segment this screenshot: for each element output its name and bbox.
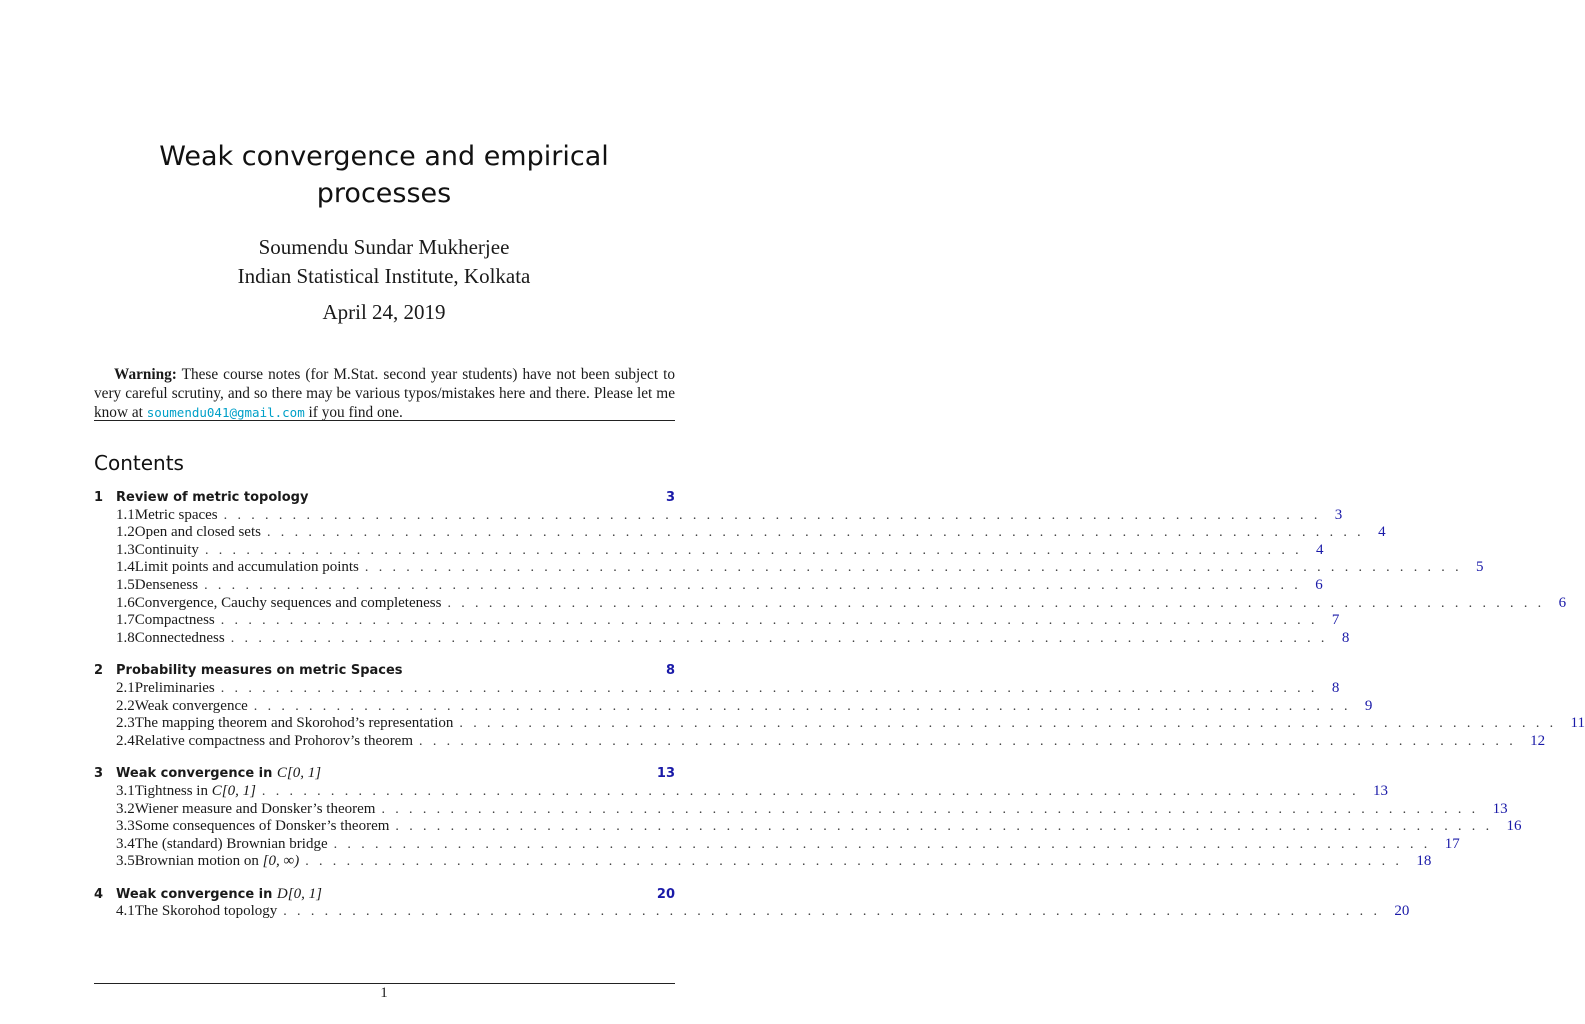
toc-section-title-text: Review of metric topology <box>116 490 309 505</box>
toc-dot-leader: . . . . . . . . . . . . . . . . . . . . . . . . . . . . . . . . . . . . . . . . . . . . . . . . . . . . . . . . . . . . . . . . . . . . . . . . . . . . . . . . <box>305 854 1403 870</box>
paper-title <box>0 138 768 212</box>
title-line-1: Weak convergence and empirical <box>159 141 609 172</box>
toc-subsection-title-text: Compactness <box>134 612 215 629</box>
toc-subsection-page[interactable]: 13 <box>1492 800 1508 817</box>
title-line-2: processes <box>316 178 452 209</box>
toc-subsection-title-text: Brownian motion on <box>134 853 263 870</box>
paper-date: April 24, 2019 <box>322 300 446 324</box>
toc-subsection-number: 3.2 <box>116 800 135 817</box>
toc-subsection-number: 2.1 <box>116 679 135 696</box>
toc-subsection-number: 2.3 <box>116 715 135 732</box>
toc-subsection-page[interactable]: 6 <box>1315 576 1323 593</box>
toc-section <box>94 765 1522 871</box>
toc-subsection-title-text: Wiener measure and Donsker’s theorem <box>134 800 376 817</box>
toc-subsection-title-text: Open and closed sets <box>134 524 261 541</box>
toc-subsection-number: 3.4 <box>116 835 135 852</box>
toc-entry-subsection[interactable] <box>94 818 1522 836</box>
toc-entry-subsection[interactable] <box>94 594 1567 613</box>
toc-section <box>94 885 1410 921</box>
toc-section-page[interactable]: 3 <box>665 490 675 505</box>
toc-dot-leader: . . . . . . . . . . . . . . . . . . . . . . . . . . . . . . . . . . . . . . . . . . . . . . . . . . . . . . . . . . . . . . . . . . . . . . . . . . . . . . . . <box>459 716 1557 732</box>
toc-subsection-page[interactable]: 4 <box>1316 541 1324 558</box>
toc-section-math: D[0, 1] <box>276 885 322 902</box>
toc-subsection-number: 1.7 <box>116 612 135 629</box>
toc-subsection-number: 1.6 <box>116 594 135 611</box>
toc-subsection-number: 4.1 <box>116 903 135 920</box>
toc-subsection-page[interactable]: 6 <box>1558 594 1567 611</box>
toc-entry-section[interactable] <box>94 765 675 783</box>
toc-subsection-number: 3.3 <box>116 818 135 835</box>
toc-subsection-title <box>135 630 225 648</box>
toc-subsection-number: 1.1 <box>116 506 135 523</box>
contents-heading: Contents <box>94 451 184 475</box>
toc-subsection-number: 1.5 <box>116 576 135 593</box>
warning-text: These course notes (for M.Stat. second year students) have not been subject to very careful scrutiny, and so there may be various typos/mistakes here and there. Please let me know at <box>94 366 675 421</box>
toc-entry-subsection[interactable] <box>94 732 1546 751</box>
toc-dot-leader: . . . . . . . . . . . . . . . . . . . . . . . . . . . . . . . . . . . . . . . . . . . . . . . . . . . . . . . . . . . . . . . . . . . . . . . . . . . . . . . . <box>223 507 1321 523</box>
toc-entry-subsection[interactable] <box>94 800 1508 819</box>
toc-subsection-page[interactable]: 12 <box>1530 732 1546 749</box>
toc-subsection-number: 1.4 <box>116 559 135 576</box>
toc-dot-leader: . . . . . . . . . . . . . . . . . . . . . . . . . . . . . . . . . . . . . . . . . . . . . . . . . . . . . . . . . . . . . . . . . . . . . . . . . . . . . . . . <box>230 630 1328 646</box>
toc-subsection-page[interactable]: 8 <box>1331 679 1340 696</box>
toc-entry-subsection[interactable] <box>94 697 1373 716</box>
toc-dot-leader: . . . . . . . . . . . . . . . . . . . . . . . . . . . . . . . . . . . . . . . . . . . . . . . . . . . . . . . . . . . . . . . . . . . . . . . . . . . . . . . . <box>283 904 1381 920</box>
author-affiliation: Indian Statistical Institute, Kolkata <box>237 264 531 288</box>
toc-subsection-page[interactable]: 17 <box>1444 835 1460 852</box>
toc-subsection-title <box>135 559 359 577</box>
toc-subsection-page[interactable]: 13 <box>1373 782 1389 799</box>
toc-section-math: C[0, 1] <box>276 765 322 782</box>
toc-subsection-title-text: Connectedness <box>134 629 225 646</box>
toc-subsection-title-text: Convergence, Cauchy sequences and completeness <box>134 594 442 611</box>
toc-subsection-title <box>135 698 248 716</box>
toc-subsection-page[interactable]: 4 <box>1378 524 1386 541</box>
warning-text-end: if you find one. <box>304 404 403 421</box>
toc-subsection-title <box>135 836 328 854</box>
toc-subsection-title-text: Preliminaries <box>134 679 215 696</box>
toc-dot-leader: . . . . . . . . . . . . . . . . . . . . . . . . . . . . . . . . . . . . . . . . . . . . . . . . . . . . . . . . . . . . . . . . . . . . . . . . . . . . . . . . <box>220 680 1318 696</box>
toc-entry-subsection[interactable] <box>94 835 1460 854</box>
page-number: 1 <box>380 985 388 1001</box>
toc-section <box>94 489 1567 647</box>
toc-section-page[interactable]: 20 <box>656 886 675 902</box>
toc-dot-leader: . . . . . . . . . . . . . . . . . . . . . . . . . . . . . . . . . . . . . . . . . . . . . . . . . . . . . . . . . . . . . . . . . . . . . . . . . . . . . . . . <box>220 613 1318 629</box>
toc-subsection-title-text: Metric spaces <box>134 506 218 523</box>
toc-subsection-number: 1.3 <box>116 541 135 558</box>
toc-subsection-title <box>135 612 215 630</box>
toc-subsection-page[interactable]: 5 <box>1476 559 1484 576</box>
toc-section-number: 1 <box>94 490 104 505</box>
toc-dot-leader: . . . . . . . . . . . . . . . . . . . . . . . . . . . . . . . . . . . . . . . . . . . . . . . . . . . . . . . . . . . . . . . . . . . . . . . . . . . . . . . . <box>447 595 1545 611</box>
toc-subsection-title-text: Limit points and accumulation points <box>134 559 359 576</box>
toc-section-page[interactable]: 8 <box>665 663 675 679</box>
toc-subsection-title <box>135 903 278 921</box>
toc-subsection-page[interactable]: 11 <box>1570 715 1585 732</box>
toc-subsection-title <box>135 542 199 560</box>
toc-entry-subsection[interactable] <box>94 541 1324 560</box>
toc-subsection-page[interactable]: 3 <box>1334 506 1343 523</box>
toc-dot-leader: . . . . . . . . . . . . . . . . . . . . . . . . . . . . . . . . . . . . . . . . . . . . . . . . . . . . . . . . . . . . . . . . . . . . . . . . . . . . . . . . <box>381 801 1479 817</box>
toc-section-title <box>116 886 322 904</box>
toc-subsection-title-text: Weak convergence <box>134 697 248 714</box>
toc-subsection-title-text: The Skorohod topology <box>134 903 278 920</box>
toc-subsection-page[interactable]: 20 <box>1394 903 1410 920</box>
author-block <box>0 233 768 291</box>
toc-subsection-title-text: Continuity <box>134 541 199 558</box>
toc-subsection-title <box>135 507 218 525</box>
warning-divider <box>94 420 675 421</box>
table-of-contents <box>94 489 1585 936</box>
toc-subsection-title-text: Denseness <box>134 576 199 593</box>
toc-subsection-title <box>135 524 261 542</box>
toc-subsection-page[interactable]: 16 <box>1506 818 1522 835</box>
toc-section-title <box>116 765 321 783</box>
toc-subsection-page[interactable]: 8 <box>1341 629 1350 646</box>
toc-subsection-title-text: Some consequences of Donsker’s theorem <box>134 818 390 835</box>
author-name: Soumendu Sundar Mukherjee <box>258 235 510 259</box>
toc-entry-section[interactable] <box>94 489 675 507</box>
toc-subsection-title <box>135 733 413 751</box>
toc-entry-subsection[interactable] <box>94 715 1585 733</box>
toc-dot-leader: . . . . . . . . . . . . . . . . . . . . . . . . . . . . . . . . . . . . . . . . . . . . . . . . . . . . . . . . . . . . . . . . . . . . . . . . . . . . . . . . <box>266 525 1365 541</box>
toc-entry-subsection[interactable] <box>94 629 1350 648</box>
toc-section <box>94 662 1585 750</box>
warning-paragraph <box>94 365 675 422</box>
toc-dot-leader: . . . . . . . . . . . . . . . . . . . . . . . . . . . . . . . . . . . . . . . . . . . . . . . . . . . . . . . . . . . . . . . . . . . . . . . . . . . . . . . . <box>333 836 1431 852</box>
toc-entry-subsection[interactable] <box>94 576 1323 595</box>
toc-dot-leader: . . . . . . . . . . . . . . . . . . . . . . . . . . . . . . . . . . . . . . . . . . . . . . . . . . . . . . . . . . . . . . . . . . . . . . . . . . . . . . . . <box>204 577 1302 593</box>
toc-subsection-math: [0, ∞) <box>262 853 300 870</box>
toc-section-page[interactable]: 13 <box>656 766 675 782</box>
toc-section-title-text: Weak convergence in <box>116 886 277 902</box>
toc-dot-leader: . . . . . . . . . . . . . . . . . . . . . . . . . . . . . . . . . . . . . . . . . . . . . . . . . . . . . . . . . . . . . . . . . . . . . . . . . . . . . . . . <box>253 698 1351 714</box>
toc-subsection-page[interactable]: 18 <box>1416 853 1432 870</box>
toc-subsection-math: C[0, 1] <box>211 782 256 799</box>
toc-subsection-title <box>135 715 454 733</box>
toc-entry-subsection[interactable] <box>94 612 1340 630</box>
toc-subsection-number: 2.4 <box>116 732 135 749</box>
warning-label: Warning: <box>114 366 177 383</box>
toc-subsection-title <box>135 853 299 871</box>
toc-entry-section[interactable] <box>94 662 675 680</box>
toc-subsection-title <box>135 783 256 801</box>
toc-section-title <box>116 489 308 507</box>
email-link[interactable]: soumendu041@gmail.com <box>146 405 305 420</box>
toc-entry-subsection[interactable] <box>94 903 1410 921</box>
toc-dot-leader: . . . . . . . . . . . . . . . . . . . . . . . . . . . . . . . . . . . . . . . . . . . . . . . . . . . . . . . . . . . . . . . . . . . . . . . . . . . . . . . . <box>364 560 1462 576</box>
toc-subsection-number: 1.8 <box>116 629 135 646</box>
toc-section-number: 3 <box>94 766 104 782</box>
toc-subsection-page[interactable]: 7 <box>1331 612 1340 629</box>
toc-section-number: 4 <box>94 886 104 902</box>
toc-entry-subsection[interactable] <box>94 679 1340 698</box>
toc-section-title <box>116 662 403 680</box>
toc-entry-subsection[interactable] <box>94 524 1386 542</box>
toc-section-number: 2 <box>94 663 104 679</box>
toc-subsection-number: 2.2 <box>116 697 135 714</box>
toc-subsection-title <box>135 680 215 698</box>
toc-subsection-number: 1.2 <box>116 524 135 541</box>
toc-entry-subsection[interactable] <box>94 559 1484 577</box>
toc-section-title-text: Probability measures on metric Spaces <box>116 663 403 679</box>
toc-dot-leader: . . . . . . . . . . . . . . . . . . . . . . . . . . . . . . . . . . . . . . . . . . . . . . . . . . . . . . . . . . . . . . . . . . . . . . . . . . . . . . . . <box>419 733 1517 749</box>
toc-subsection-title <box>135 595 442 613</box>
toc-subsection-title <box>135 577 198 595</box>
toc-entry-subsection[interactable] <box>94 853 1432 871</box>
toc-subsection-title-text: The mapping theorem and Skorohod’s representation <box>134 715 454 732</box>
toc-dot-leader: . . . . . . . . . . . . . . . . . . . . . . . . . . . . . . . . . . . . . . . . . . . . . . . . . . . . . . . . . . . . . . . . . . . . . . . . . . . . . . . . <box>261 783 1360 799</box>
toc-subsection-title-text: Tightness in <box>134 782 212 799</box>
toc-entry-subsection[interactable] <box>94 782 1389 801</box>
toc-subsection-page[interactable]: 9 <box>1364 697 1373 714</box>
toc-subsection-title-text: The (standard) Brownian bridge <box>134 835 328 852</box>
toc-dot-leader: . . . . . . . . . . . . . . . . . . . . . . . . . . . . . . . . . . . . . . . . . . . . . . . . . . . . . . . . . . . . . . . . . . . . . . . . . . . . . . . . <box>204 542 1303 558</box>
toc-subsection-title-text: Relative compactness and Prohorov’s theorem <box>134 732 414 749</box>
toc-entry-subsection[interactable] <box>94 506 1343 525</box>
toc-subsection-number: 3.5 <box>116 853 135 870</box>
toc-dot-leader: . . . . . . . . . . . . . . . . . . . . . . . . . . . . . . . . . . . . . . . . . . . . . . . . . . . . . . . . . . . . . . . . . . . . . . . . . . . . . . . . <box>395 819 1493 835</box>
toc-section-title-text: Weak convergence in <box>116 766 277 782</box>
toc-entry-section[interactable] <box>94 886 675 904</box>
toc-subsection-title <box>135 801 376 819</box>
toc-subsection-number: 3.1 <box>116 782 135 799</box>
toc-subsection-title <box>135 818 390 836</box>
